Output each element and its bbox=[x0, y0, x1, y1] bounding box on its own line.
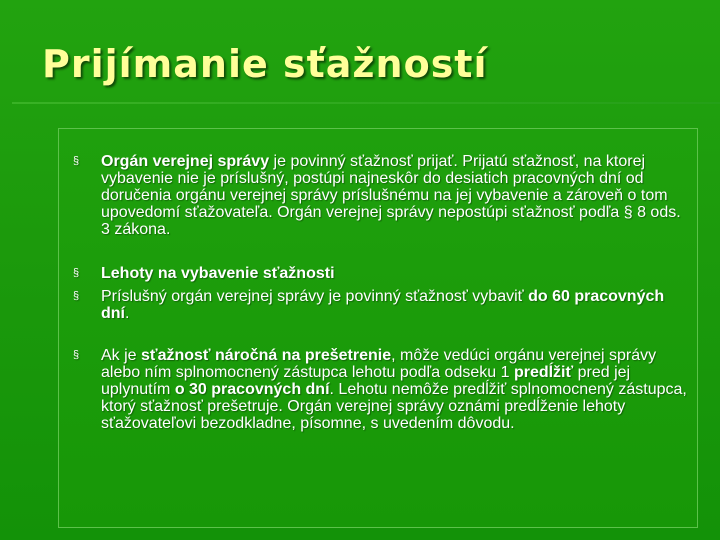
bullet-body: Príslušný orgán verejnej správy je povinný sťažnosť vybaviť bbox=[101, 288, 529, 305]
bullet-marker: § bbox=[73, 349, 80, 361]
bullet-item-2 bbox=[59, 265, 699, 282]
content-box bbox=[58, 128, 698, 528]
bullet-item-3 bbox=[59, 288, 699, 322]
bullet-marker: § bbox=[73, 290, 80, 302]
bullet-body: . bbox=[125, 305, 130, 322]
bullet-body: Ak je bbox=[101, 347, 142, 364]
bullet-marker: § bbox=[73, 155, 80, 167]
bullet-marker: § bbox=[73, 267, 80, 279]
bullet-body: pred jej uplynutím bbox=[101, 364, 631, 398]
bullet-text bbox=[101, 347, 689, 432]
bullet-body: . Lehotu nemôže predĺžiť splnomocnený zástupca, ktorý sťažnosť prešetruje. Orgán verejnej správy oznámi predĺženie lehoty sťažovateľovi bezodkladne, písomne, s uvedením dôvodu. bbox=[101, 381, 687, 432]
bullet-bold: predĺžiť bbox=[513, 364, 574, 381]
bullet-text bbox=[101, 153, 689, 238]
bullet-bold: Orgán verejnej správy bbox=[101, 153, 270, 170]
bullet-text bbox=[101, 288, 689, 322]
bullet-bold: sťažnosť náročná na prešetrenie bbox=[141, 347, 392, 364]
bullet-body: , môže vedúci orgánu verejnej správy alebo ním splnomocnený zástupca lehotu podľa odseku 1 bbox=[101, 347, 657, 381]
bullet-body: je povinný sťažnosť prijať. Prijatú sťažnosť, na ktorej vybavenie nie je príslušný, postúpi najneskôr do desiatich pracovných dní od doručenia orgánu verejnej správy príslušnému na jej vybavenie a zároveň o tom upovedomí sťažovateľa. Orgán verejnej správy nepostúpi sťažnosť podľa § 8 ods. 3 zákona. bbox=[101, 153, 681, 238]
bullet-bold: o 30 pracovných dní bbox=[174, 381, 330, 398]
bullet-bold: do 60 pracovných dní bbox=[101, 288, 665, 322]
bullet-item-1 bbox=[59, 153, 699, 238]
title-divider bbox=[12, 102, 720, 104]
bullet-item-4 bbox=[59, 347, 699, 432]
bullet-heading: Lehoty na vybavenie sťažnosti bbox=[101, 265, 335, 282]
slide-title: Prijímanie sťažností bbox=[42, 42, 488, 86]
